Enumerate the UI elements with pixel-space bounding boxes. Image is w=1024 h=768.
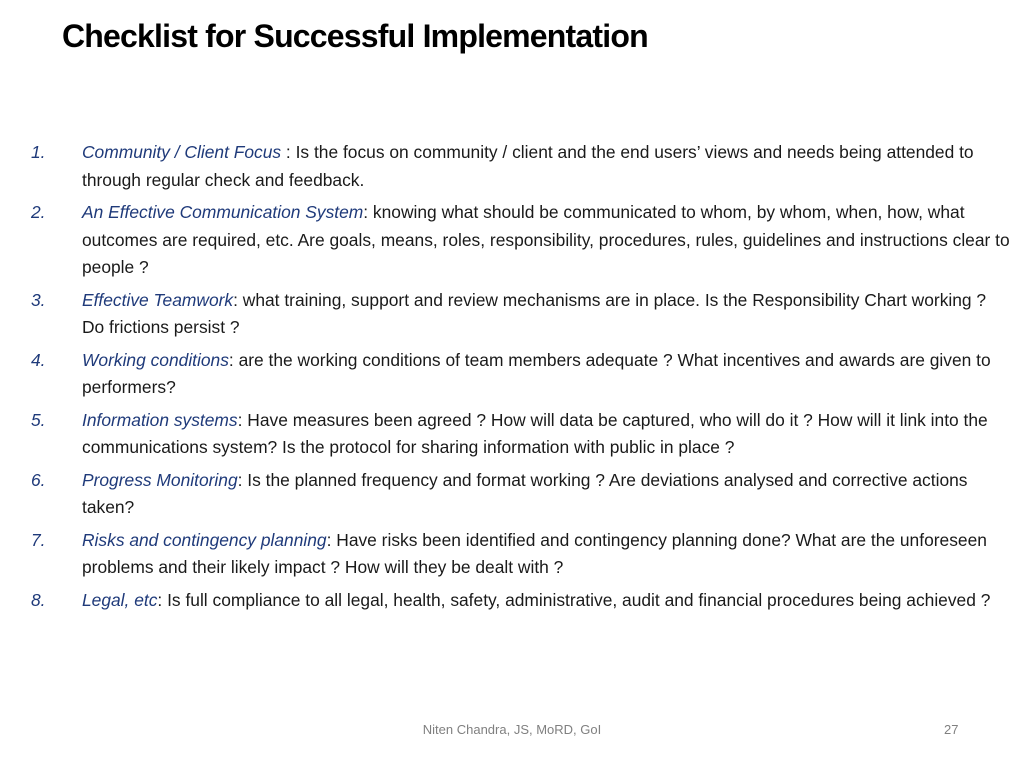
item-number: 4. bbox=[31, 349, 46, 370]
checklist-item bbox=[0, 287, 1010, 342]
slide-footer: Niten Chandra, JS, MoRD, GoI bbox=[422, 722, 602, 737]
item-number: 3. bbox=[31, 289, 46, 310]
item-number: 5. bbox=[31, 409, 46, 430]
checklist-item bbox=[0, 467, 1010, 522]
item-heading: Community / Client Focus bbox=[82, 142, 282, 162]
item-description: : are the working conditions of team members adequate ? What incentives and awards are given to performers? bbox=[82, 349, 991, 397]
item-heading: Legal, etc bbox=[82, 589, 158, 610]
item-description: : Is the planned frequency and format working ? Are deviations analysed and corrective actions taken? bbox=[82, 469, 968, 517]
item-number: 2. bbox=[31, 202, 46, 222]
checklist-item bbox=[0, 527, 1010, 582]
item-description: : knowing what should be communicated to whom, by whom, when, how, what outcomes are required, etc. Are goals, means, roles, responsibility, procedures, rules, guidelines and instructions clear to people ? bbox=[82, 202, 1010, 277]
item-description: : what training, support and review mechanisms are in place. Is the Responsibility Chart working ? Do frictions persist ? bbox=[82, 289, 987, 337]
slide-title: Checklist for Successful Implementation bbox=[62, 18, 648, 54]
item-number: 7. bbox=[31, 529, 46, 550]
item-number: 8. bbox=[31, 589, 46, 610]
item-heading: An Effective Communication System bbox=[82, 202, 364, 222]
item-heading: Working conditions bbox=[82, 349, 229, 370]
item-heading: Effective Teamwork bbox=[82, 289, 234, 310]
checklist-item bbox=[0, 587, 1010, 615]
checklist-item bbox=[0, 347, 1010, 402]
checklist-item bbox=[0, 199, 1010, 282]
checklist-item bbox=[0, 407, 1010, 462]
item-description: : Have measures been agreed ? How will data be captured, who will do it ? How will it link into the communications system? Is the protocol for sharing information with public in place ? bbox=[82, 409, 988, 457]
item-heading: Risks and contingency planning bbox=[82, 529, 327, 550]
checklist bbox=[0, 139, 1010, 619]
item-number: 6. bbox=[31, 469, 46, 490]
item-number: 1. bbox=[31, 142, 46, 162]
page-number: 27 bbox=[944, 722, 959, 737]
item-heading: Information systems bbox=[82, 409, 238, 430]
checklist-item bbox=[0, 139, 1010, 194]
item-description: : Have risks been identified and contingency planning done? What are the unforeseen problems and their likely impact ? How will they be dealt with ? bbox=[82, 529, 987, 577]
item-description: : Is full compliance to all legal, health, safety, administrative, audit and financial procedures being achieved ? bbox=[157, 589, 991, 610]
item-description: : Is the focus on community / client and the end users’ views and needs being attended to through regular check and feedback. bbox=[82, 142, 974, 190]
item-heading: Progress Monitoring bbox=[82, 469, 238, 490]
